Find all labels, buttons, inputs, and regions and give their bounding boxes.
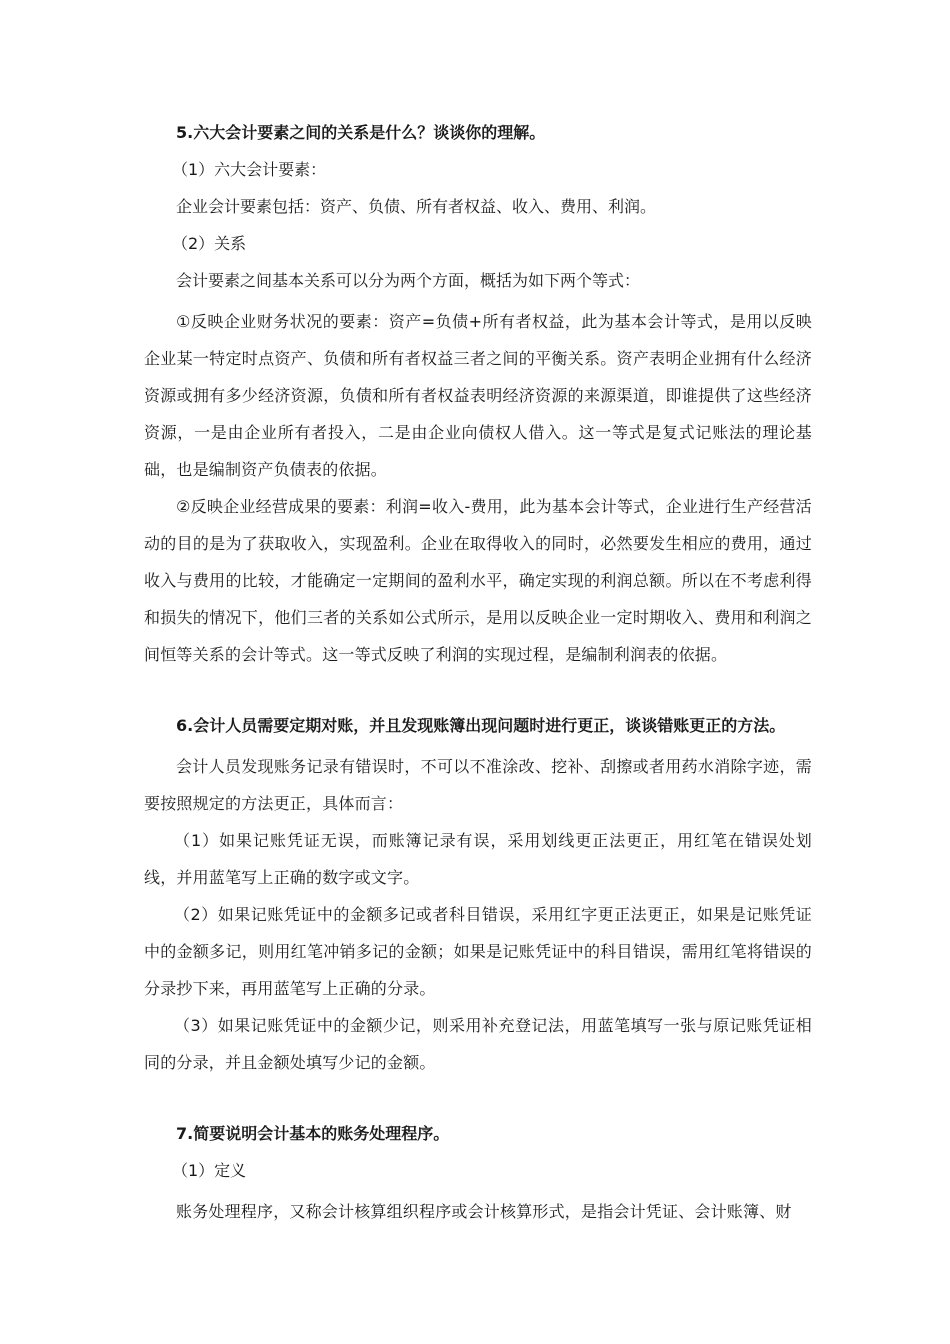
question-6-heading: 6.会计人员需要定期对账，并且发现账簿出现问题时进行更正，谈谈错账更正的方法。 [176,716,786,735]
question-5-heading: 5.六大会计要素之间的关系是什么？谈谈你的理解。 [176,123,546,142]
question-6-intro-paragraph: 会计人员发现账务记录有错误时，不可以不准涂改、挖补、刮擦或者用药水消除字迹，需要按照规定的方法更正，具体而言： [144,757,812,813]
question-5-subheading-relationship: （2）关系 [172,234,247,253]
question-5-balance-equation-paragraph: ①反映企业财务状况的要素：资产=负债+所有者权益，此为基本会计等式，是用以反映企业某一特定时点资产、负债和所有者权益三者之间的平衡关系。资产表明企业拥有什么经济资源或拥有多少经济资源，负债和所有者权益表明经济资源的来源渠道，即谁提供了这些经济资源，一是由企业所有者投入，二是由企业向债权人借入。这一等式是复式记账法的理论基础，也是编制资产负债表的依据。 [144,312,812,479]
document-content [144,118,812,1230]
question-5-profit-equation-paragraph: ②反映企业经营成果的要素：利润=收入-费用，此为基本会计等式，企业进行生产经营活动的目的是为了获取收入，实现盈利。企业在取得收入的同时，必然要发生相应的费用，通过收入与费用的比较，才能确定一定期间的盈利水平，确定实现的利润总额。所以在不考虑利得和损失的情况下，他们三者的关系如公式所示，是用以反映企业一定时期收入、费用和利润之间恒等关系的会计等式。这一等式反映了利润的实现过程，是编制利润表的依据。 [144,497,812,664]
question-6-method-1: （1）如果记账凭证无误，而账簿记录有误，采用划线更正法更正，用红笔在错误处划线，并用蓝笔写上正确的数字或文字。 [144,831,812,887]
question-6-method-2: （2）如果记账凭证中的金额多记或者科目错误，采用红字更正法更正，如果是记账凭证中的金额多记，则用红笔冲销多记的金额；如果是记账凭证中的科目错误，需用红笔将错误的分录抄下来，再用蓝笔写上正确的分录。 [144,905,812,998]
section-spacer [144,673,812,711]
question-7-subheading-definition: （1）定义 [172,1161,247,1180]
question-5-elements-list: 企业会计要素包括：资产、负债、所有者权益、收入、费用、利润。 [176,197,657,216]
question-5-subheading-elements: （1）六大会计要素： [172,160,327,179]
question-7-heading: 7.简要说明会计基本的账务处理程序。 [176,1124,450,1143]
section-spacer [144,1081,812,1119]
question-6-method-3: （3）如果记账凭证中的金额少记，则采用补充登记法，用蓝笔填写一张与原记账凭证相同的分录，并且金额处填写少记的金额。 [144,1016,812,1072]
question-5-relationship-intro: 会计要素之间基本关系可以分为两个方面，概括为如下两个等式： [176,271,641,290]
question-7-definition-paragraph: 账务处理程序，又称会计核算组织程序或会计核算形式，是指会计凭证、会计账簿、财 [176,1202,792,1221]
